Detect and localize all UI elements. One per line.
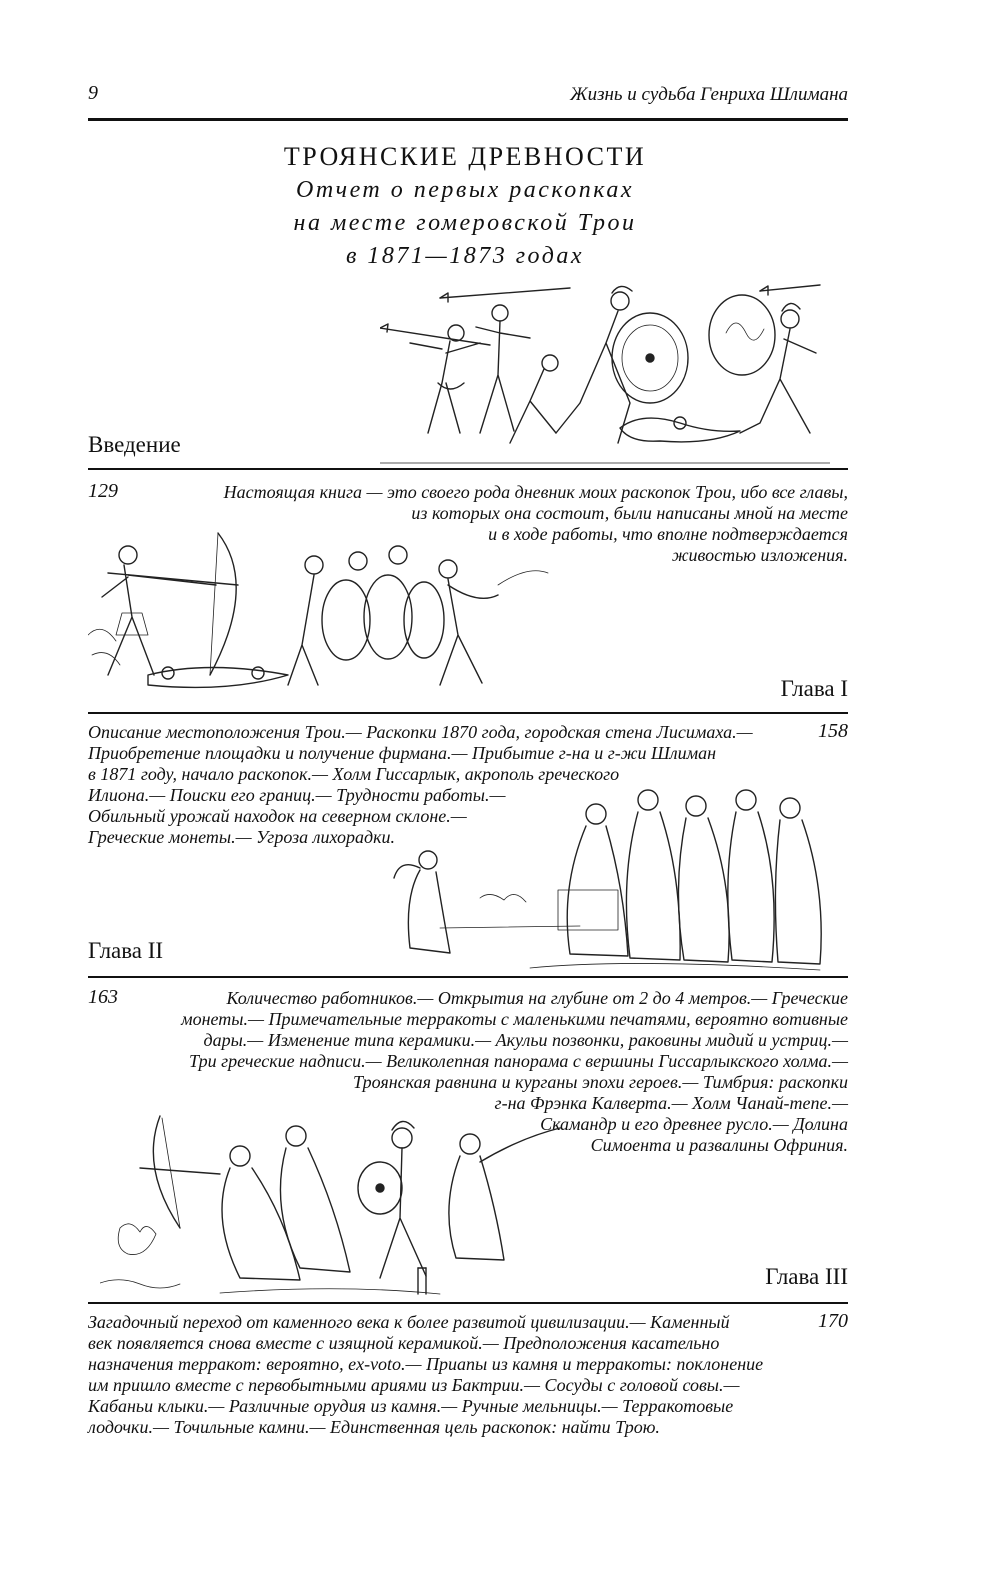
page-ref-intro: 129 (88, 480, 118, 502)
text-line: в 1871 году, начало раскопок.— Холм Гиссарлык, акрополь греческого (88, 764, 620, 784)
section-rule-intro (88, 468, 848, 470)
page-ref-ch3: 170 (818, 1310, 848, 1332)
text-line: Три греческие надписи.— Великолепная панорама с вершины Гиссарлыкского холма.— (189, 1051, 848, 1071)
text-line: век появляется снова вместе с изящной керамикой.— Предположения касательно (88, 1333, 720, 1353)
text-line: Настоящая книга — это своего рода дневник моих раскопок Трои, ибо все главы, (223, 482, 848, 502)
section-heading-ch1: Глава I (780, 676, 848, 701)
text-line: и в ходе работы, что вполне подтверждается (488, 524, 848, 544)
text-line: Троянская равнина и курганы эпохи героев.— Тимбрия: раскопки (353, 1072, 848, 1092)
text-line: Описание местоположения Трои.— Раскопки 1870 года, городская стена Лисимаха.— (88, 722, 753, 742)
page-ref-ch2: 163 (88, 986, 118, 1008)
women-illustration (380, 778, 830, 973)
text-line: Приобретение площадки и получение фирмана.— Прибытие г-на и г-жи Шлиман (88, 743, 717, 763)
book-subtitle (200, 174, 730, 273)
text-line: лодочки.— Точильные камни.— Единственная цель раскопок: найти Трою. (88, 1417, 660, 1437)
section-heading-ch2: Глава II (88, 938, 164, 963)
text-line: Загадочный переход от каменного века к более развитой цивилизации.— Каменный (88, 1312, 730, 1332)
text-line: живостью изложения. (671, 545, 848, 565)
goddesses-illustration (100, 1108, 570, 1303)
text-line: г-на Фрэнка Калверта.— Холм Чанай-тепе.— (494, 1093, 848, 1113)
section-rule-ch2 (88, 976, 848, 978)
text-line: Обильный урожай находок на северном склоне.— (88, 806, 467, 826)
text-line: Греческие монеты.— Угроза лихорадки. (88, 827, 396, 847)
text-line: из которых она состоит, были написаны мной на месте (411, 503, 848, 523)
section-heading-ch3: Глава III (765, 1264, 848, 1289)
page-ref-ch1: 158 (818, 720, 848, 742)
text-line: Илиона.— Поиски его границ.— Трудности работы.— (88, 785, 506, 805)
archer-illustration (88, 525, 553, 700)
subtitle-line: на месте гомеровской Трои (293, 210, 637, 236)
subtitle-line: Отчет о первых раскопках (295, 177, 634, 203)
subtitle-line: в 1871—1873 годах (345, 243, 585, 269)
page-number: 9 (88, 82, 98, 104)
running-title: Жизнь и судьба Генриха Шлимана (570, 84, 848, 105)
text-line: им пришло вместе с первобытными ариями из Бактрии.— Сосуды с головой совы.— (88, 1375, 740, 1395)
header-rule (88, 118, 848, 121)
book-title: ТРОЯНСКИЕ ДРЕВНОСТИ (283, 142, 647, 171)
text-line: Симоента и развалины Офриния. (590, 1135, 848, 1155)
section-rule-ch1 (88, 712, 848, 714)
section-text-ch3 (88, 1312, 788, 1438)
text-line: Количество работников.— Открытия на глубине от 2 до 4 метров.— Греческие (226, 988, 848, 1008)
text-line: монеты.— Примечательные терракоты с маленькими печатями, вероятно вотивные (181, 1009, 848, 1029)
text-line: назначения терракот: вероятно, ex-voto.— Приапы из камня и терракоты: поклонение (88, 1354, 764, 1374)
section-heading-intro: Введение (88, 432, 181, 457)
text-line: Скамандр и его древнее русло.— Долина (540, 1114, 848, 1134)
text-line: дары.— Изменение типа керамики.— Акульи позвонки, раковины мидий и устриц.— (203, 1030, 848, 1050)
section-rule-ch3 (88, 1302, 848, 1304)
text-line: Кабаньи клыки.— Различные орудия из камня.— Ручные мельницы.— Терракотовые (88, 1396, 734, 1416)
battle-illustration (380, 283, 830, 468)
